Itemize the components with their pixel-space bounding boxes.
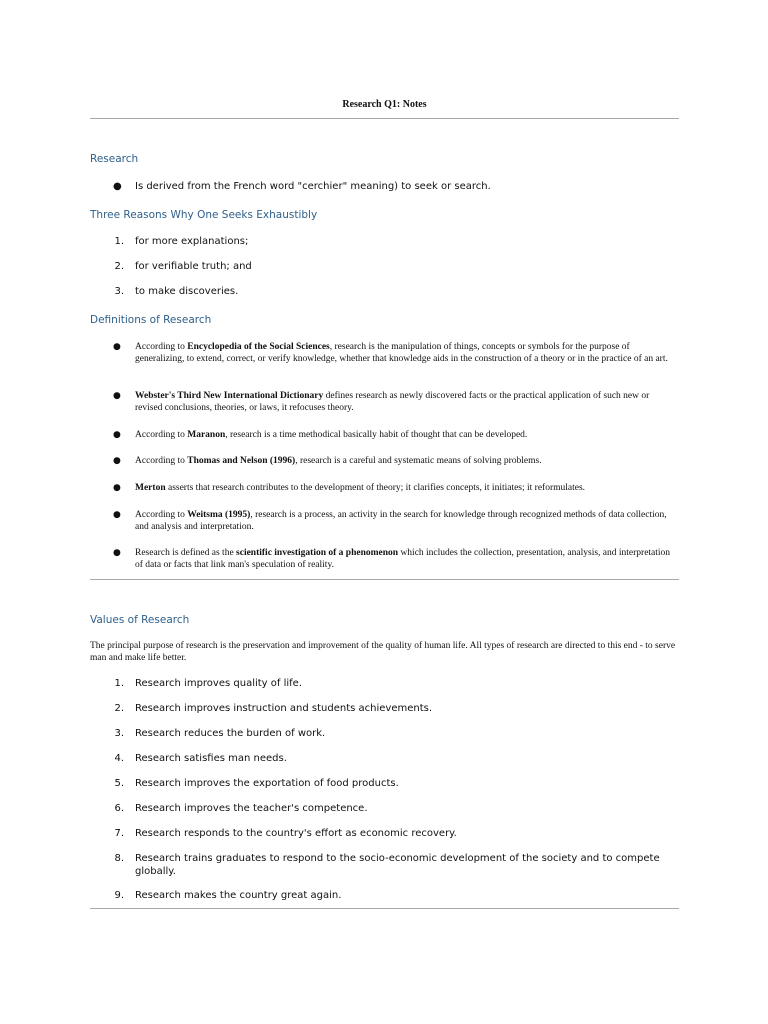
bullet-icon: ●	[113, 342, 121, 352]
list-item-text: Research responds to the country's effort as economic recovery.	[135, 828, 457, 839]
definition-source: Maranon	[187, 430, 226, 440]
list-number: 1.	[114, 236, 124, 247]
heading-values: Values of Research	[90, 614, 190, 626]
list-number: 9.	[114, 890, 124, 901]
definition-text: According to Maranon, research is a time methodical basically habit of thought that can be developed.	[135, 430, 528, 440]
list-item-text: Research satisfies man needs.	[135, 753, 287, 764]
bullet-icon: ●	[113, 548, 121, 558]
list-number: 2.	[114, 703, 124, 714]
bullet-icon: ●	[113, 181, 122, 192]
definition-source: Encyclopedia of the Social Sciences	[187, 342, 330, 352]
list-item-text: Research improves quality of life.	[135, 678, 302, 689]
list-number: 4.	[114, 753, 124, 764]
list-number: 5.	[114, 778, 124, 789]
divider	[90, 118, 679, 119]
heading-three-reasons: Three Reasons Why One Seeks Exhaustibly	[90, 209, 318, 221]
definition-source: scientific investigation of a phenomenon	[236, 548, 399, 558]
list-item-text: Research trains graduates to respond to the socio-economic development of the society and to compete globally.	[135, 853, 660, 877]
list-item-text: Research makes the country great again.	[135, 890, 342, 901]
list-number: 8.	[114, 853, 124, 864]
definition-text: Research is defined as the scientific investigation of a phenomenon which includes the collection, presentation, analysis, and interpretation of data or facts that link man's speculation of reality.	[135, 548, 671, 570]
definition-text: According to Encyclopedia of the Social Sciences, research is the manipulation of things, concepts or symbols for the purpose of generalizing, to extend, correct, or verify knowledge, whether that knowledge aids in the construction of a theory or in the practice of an art.	[135, 342, 668, 364]
list-item-text: Research improves the exportation of food products.	[135, 778, 399, 789]
heading-definitions: Definitions of Research	[90, 314, 212, 326]
list-item-text: for verifiable truth; and	[135, 261, 252, 272]
list-number: 2.	[114, 261, 124, 272]
bullet-icon: ●	[113, 483, 121, 493]
definition-source: Webster's Third New International Dictionary	[135, 391, 324, 401]
bullet-icon: ●	[113, 456, 121, 466]
bullet-icon: ●	[113, 391, 121, 401]
list-item-text: Research reduces the burden of work.	[135, 728, 326, 739]
list-item-text: Research improves the teacher's competence.	[135, 803, 368, 814]
heading-research: Research	[90, 153, 139, 165]
values-intro-paragraph: The principal purpose of research is the preservation and improvement of the quality of human life. All types of research are directed to this end - to serve man and make life better.	[90, 641, 676, 663]
definition-text: According to Weitsma (1995), research is a process, an activity in the search for knowledge through recognized methods of data collection, and analysis and interpretation.	[135, 510, 667, 532]
list-number: 1.	[114, 678, 124, 689]
list-number: 3.	[114, 728, 124, 739]
definition-source: Merton	[135, 483, 166, 493]
bullet-icon: ●	[113, 430, 121, 440]
list-item-text: for more explanations;	[135, 236, 249, 247]
list-number: 6.	[114, 803, 124, 814]
divider	[90, 908, 679, 909]
definition-source: Thomas and Nelson (1996)	[187, 456, 296, 466]
list-number: 3.	[114, 286, 124, 297]
list-number: 7.	[114, 828, 124, 839]
document-title: Research Q1: Notes	[342, 99, 427, 110]
definition-source: Weitsma (1995)	[187, 510, 251, 520]
list-item-text: Research improves instruction and students achievements.	[135, 703, 433, 714]
definition-text: Webster's Third New International Dictionary defines research as newly discovered facts or the practical application of such new or revised conclusions, theories, or laws, it refocuses theory.	[135, 391, 650, 413]
list-item-text: to make discoveries.	[135, 286, 239, 297]
divider	[90, 579, 679, 580]
bullet-icon: ●	[113, 510, 121, 520]
definition-text: Merton asserts that research contributes to the development of theory; it clarifies concepts, it initiates; it reformulates.	[135, 483, 586, 493]
list-item-text: Is derived from the French word "cerchier" meaning) to seek or search.	[135, 181, 491, 192]
definition-text: According to Thomas and Nelson (1996), research is a careful and systematic means of solving problems.	[135, 456, 542, 466]
